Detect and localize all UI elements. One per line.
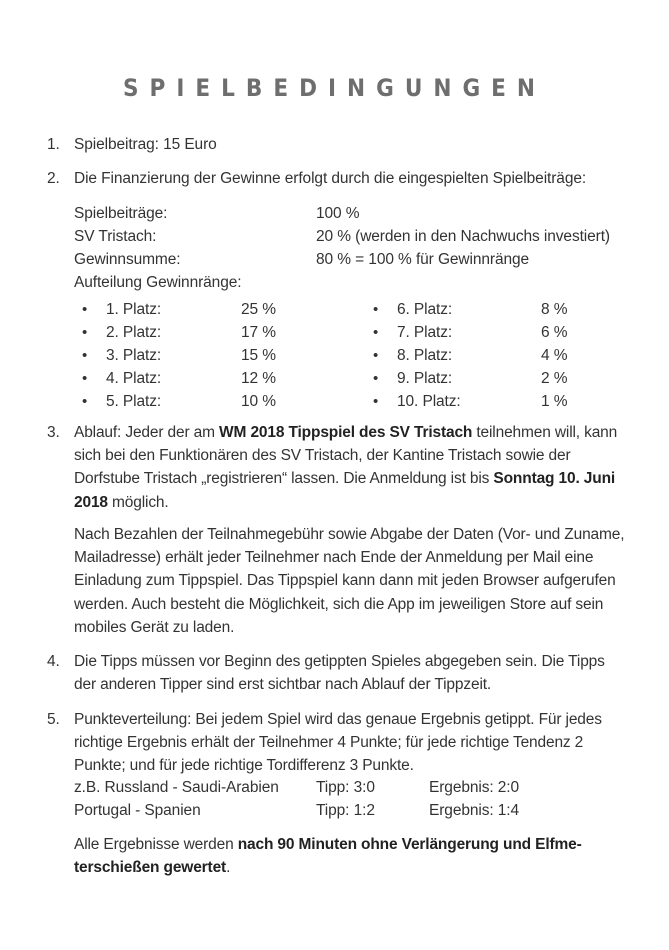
place-label: 6. Platz: [397,301,453,318]
place-value: 12 % [241,370,276,387]
final-text: Alle Ergebnisse werden [74,836,238,853]
place-value: 25 % [241,301,276,318]
final-bold: nach 90 Minuten ohne Verlängerung und Elfme-terschießen gewertet [74,836,582,877]
place-value: 17 % [241,324,276,341]
ablauf-text: teilnehmen will, kann sich bei den Funktionären des SV Tristach, der Kantine Tristach sowie der Dorfstube Tristach „registrieren“ lassen. Die Anmeldung ist bis [74,424,618,488]
place-label: 2. Platz: [106,324,162,341]
final-text: . [226,859,231,877]
example-match: z.B. Russland - Saudi-Arabien [74,779,279,796]
bullet: • [373,301,379,318]
finance-label: Gewinnsumme: [74,251,181,268]
bullet: • [82,347,88,364]
finance-value: 80 % = 100 % für Gewinnränge [316,251,530,268]
bullet: • [82,301,88,318]
ablauf-paragraph [74,421,626,514]
bullet: • [373,347,379,364]
place-value: 1 % [541,393,568,410]
finance-label: SV Tristach: [74,228,157,245]
bullet: • [373,393,379,410]
place-label: 10. Platz: [397,393,461,410]
bullet: • [82,370,88,387]
example-result: Ergebnis: 2:0 [429,779,520,796]
item-number-2: 2. [47,170,60,187]
place-label: 9. Platz: [397,370,453,387]
ablauf-text: Ablauf: Jeder der am [74,424,220,441]
punkte-paragraph: Punkteverteilung: Bei jedem Spiel wird das genaue Ergebnis getippt. Für jedes richtige Ergebnis erhält der Teilnehmer 4 Punkte; für jede richtige Tendenz 2 Punkte; und für jede richtige Tordifferenz 3 Punkte. [74,711,602,775]
ablauf-text: möglich. [107,493,169,511]
place-value: 8 % [541,301,568,318]
example-result: Ergebnis: 1:4 [429,802,520,819]
item-number-5: 5. [47,711,60,728]
item-text-1: Spielbeitrag: 15 Euro [74,136,217,153]
place-value: 15 % [241,347,276,364]
bullet: • [373,324,379,341]
place-label: 8. Platz: [397,347,453,364]
place-value: 10 % [241,393,276,410]
place-value: 4 % [541,347,568,364]
example-match: Portugal - Spanien [74,802,201,819]
item-number-1: 1. [47,136,60,153]
split-heading: Aufteilung Gewinnränge: [74,274,242,291]
place-value: 2 % [541,370,568,387]
finance-label: Spielbeiträge: [74,205,168,222]
bullet: • [373,370,379,387]
place-label: 7. Platz: [397,324,453,341]
place-value: 6 % [541,324,568,341]
bullet: • [82,324,88,341]
ablauf-bold: Sonntag 10. Juni 2018 [74,470,616,511]
place-label: 1. Platz: [106,301,162,318]
page-title: SPIELBEDINGUNGEN [122,74,546,102]
item-number-4: 4. [47,653,60,670]
finance-value: 20 % (werden in den Nachwuchs investiert) [316,228,610,245]
finance-value: 100 % [316,205,360,222]
place-label: 4. Platz: [106,370,162,387]
final-paragraph [74,833,626,879]
place-label: 3. Platz: [106,347,162,364]
item-text-2: Die Finanzierung der Gewinne erfolgt durch die eingespielten Spielbeiträge: [74,170,587,187]
bullet: • [82,393,88,410]
ablauf-paragraph-2: Nach Bezahlen der Teilnahmegebühr sowie Abgabe der Daten (Vor- und Zuname, Mailadresse) erhält jeder Teilnehmer nach Ende der Anmeldung per Mail eine Einladung zum Tippspiel. Das Tippspiel kann dann mit jeden Browser aufgerufen werden. Auch besteht die Möglichkeit, sich die App im jeweiligen Store auf sein mobiles Gerät zu laden. [74,526,625,636]
place-label: 5. Platz: [106,393,162,410]
example-tipp: Tipp: 1:2 [316,802,375,819]
example-tipp: Tipp: 3:0 [316,779,375,796]
ablauf-bold: WM 2018 Tippspiel des SV Tristach [219,424,473,441]
tipps-paragraph: Die Tipps müssen vor Beginn des getippten Spieles abgegeben sein. Die Tipps der anderen Tipper sind erst sichtbar nach Ablauf der Tippzeit. [74,653,605,694]
item-number-3: 3. [47,424,60,441]
